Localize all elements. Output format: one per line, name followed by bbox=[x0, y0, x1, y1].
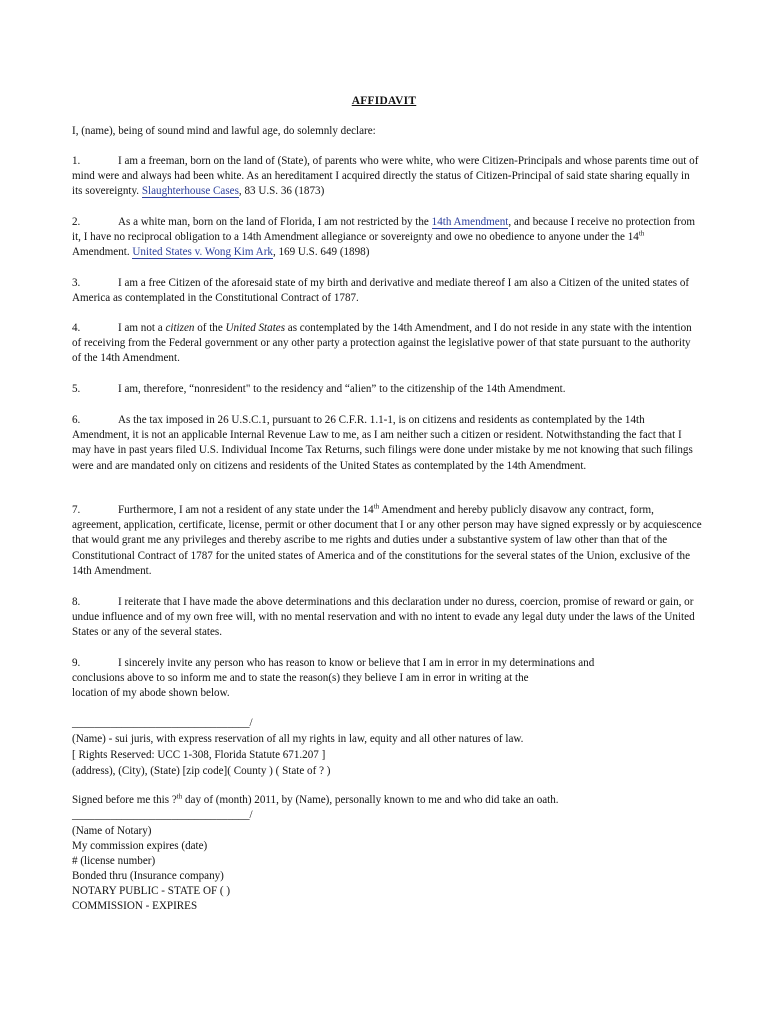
paragraph-7: 7. Furthermore, I am not a resident of any state under the 14th Amendment and hereby publicly disavow any contract, form, agreement, application, certificate, license, permit or other document that I or any other person may have signed expressly or by acquiescence that would grant me any privileges and thereby ascribe to me rights and duties under a substantive system of law other than that of the Constitutional Contract of 1787 for the united states of America and of the constitutions for the several states of the Union, exclusive of the 14th Amendment. bbox=[72, 502, 702, 577]
notary-name: (Name of Notary) bbox=[72, 825, 152, 837]
intro-statement: I, (name), being of sound mind and lawful age, do solemnly declare: bbox=[72, 125, 376, 137]
14th-amendment-link[interactable]: 14th Amendment bbox=[431, 216, 509, 228]
paragraph-number: 8. bbox=[72, 596, 81, 608]
notary-commission: My commission expires (date) bbox=[72, 840, 208, 852]
rights-reserved: [ Rights Reserved: UCC 1-308, Florida Statute 671.207 ] bbox=[72, 749, 326, 761]
document-page: AFFIDAVIT I, (name), being of sound mind and lawful age, do solemnly declare: 1. I am a freeman, born on the land of (State), of parents who were white, who were Citizen-Principals and whose parents time out of mind were and always had been white. As an hereditament I acquired directly the status of Citizen-Principal of said state sharing equally in its sovereignty. Slaughterhouse Cases, 83 U.S. 36 (1873) 2. As a white man, born on the land of Florida, I am not restricted by the 14th Amendment, and because I receive no protection from it, I have no reciprocal obligation to a 14th Amendment allegiance or sovereignty and owe no obedience to anyone under the 14th Amendment. United States v. Wong Kim Ark, 169 U.S. 649 (1898) 3. I am a free Citizen of the aforesaid state of my birth and derivative and mediate thereof I am also a Citizen of the united states of America as contemplated in the Constitutional Contract of 1787. 4. I am not a citizen of the United States as contemplated by the 14th Amendment, and I do not reside in any state with the intention of receiving from the Federal government or any other party a protection against the legislative power of that state pursuant to the authority of the 14th Amendment. 5. I am, therefore, “nonresident" to the residency and “alien” to the citizenship of the 14th Amendment. 6. As the tax imposed in 26 U.S.C.1, pursuant to 26 C.F.R. 1.1-1, is on citizens and residents as contemplated by the 14th Amendment, it is not an applicable Internal Revenue Law to me, as I am neither such a citizen or resident. Notwithstanding the fact that I may have in past years filed U.S. Individual Income Tax Returns, such filings were done under mistake by me not knowing that such filings were and are mandated only on citizens and residents of the United States as contemplated by the 14th Amendment. 7. Furthermore, I am not a resident of any state under the 14th Amendment and hereby publicly disavow any contract, form, agreement, application, certificate, license, permit or other document that I or any other person may have signed expressly or by acquiescence that would grant me any privileges and thereby ascribe to me rights and duties under a substantive system of law other than that of the Constitutional Contract of 1787 for the united states of America and of the constitutions for the several states of the Union, exclusive of the 14th Amendment. 8. I reiterate that I have made the above determinations and this declaration under no duress, coercion, promise of reward or gain, or undue influence and of my own free will, with no mental reservation and with no intent to evade any legal duty under the laws of the United States or any of the several states. 9. I sincerely invite any person who has reason to know or believe that I am in error in my determinations and conclusions above to so inform me and to state the reason(s) they believe I am in error in writing at the location of my abode shown below. ________________________________/ (Name) - sui juris, with express reservation of all my rights in law, equity and all other natures of law. [ Rights Reserved: UCC 1-308, Florida Statute 671.207 ] (address), (City), (State) [zip code]( County ) ( State of ? ) Signed before me this ?$^{th}$ day of (month) 2011, by (Name), personally known to me and who did take an oath. ________________________________/ (Name of Notary) My commission expires (date) # (license number) Bonded thru (Insurance company) NOTARY PUBLIC - STATE OF ( ) COMMISSION - EXPIRES bbox=[0, 0, 768, 1024]
notary-license: # (license number) bbox=[72, 855, 156, 867]
notary-bonded: Bonded thru (Insurance company) bbox=[72, 870, 224, 882]
paragraph-4: 4. I am not a citizen of the United States as contemplated by the 14th Amendment, and I do not reside in any state with the intention of receiving from the Federal government or any other party a protection against the legislative power of that state pursuant to the authority of the 14th Amendment. bbox=[72, 322, 692, 365]
paragraph-number: 6. bbox=[72, 414, 81, 426]
paragraph-8: 8. I reiterate that I have made the above determinations and this declaration under no duress, coercion, promise of reward or gain, or undue influence and of my own free will, with no mental reservation and with no intent to evade any legal duty under the laws of the United States or any of the several states. bbox=[72, 596, 695, 639]
signature-line[interactable]: ________________________________/ bbox=[72, 717, 253, 729]
paragraph-number: 3. bbox=[72, 277, 81, 289]
paragraph-number: 4. bbox=[72, 322, 81, 334]
paragraph-1: 1. I am a freeman, born on the land of (State), of parents who were white, who were Citizen-Principals and whose parents time out of mind were and always had been white. As an hereditament I acquired directly the status of Citizen-Principal of said state sharing equally in its sovereignty. Slaughterhouse Cases, 83 U.S. 36 (1873) bbox=[72, 155, 699, 198]
paragraph-6: 6. As the tax imposed in 26 U.S.C.1, pursuant to 26 C.F.R. 1.1-1, is on citizens and residents as contemplated by the 14th Amendment, it is not an applicable Internal Revenue Law to me, as I am neither such a citizen or resident. Notwithstanding the fact that I may have in past years filed U.S. Individual Income Tax Returns, such filings were done under mistake by me not knowing that such filings were and are mandated only on citizens and residents of the United States as contemplated by the 14th Amendment. bbox=[72, 414, 693, 472]
wong-kim-ark-link[interactable]: United States v. Wong Kim Ark bbox=[132, 246, 273, 259]
paragraph-number: 7. bbox=[72, 504, 81, 516]
paragraph-number: 5. bbox=[72, 383, 81, 395]
document-title: AFFIDAVIT bbox=[351, 95, 417, 107]
signer-name: (Name) - sui juris, with express reservation of all my rights in law, equity and all other natures of law. bbox=[72, 733, 524, 745]
paragraph-number: 2. bbox=[72, 216, 81, 228]
signer-address: (address), (City), (State) [zip code]( County ) ( State of ? ) bbox=[72, 765, 331, 777]
paragraph-5: 5. I am, therefore, “nonresident" to the residency and “alien” to the citizenship of the 14th Amendment. bbox=[72, 382, 702, 397]
paragraph-3: 3. I am a free Citizen of the aforesaid state of my birth and derivative and mediate thereof I am also a Citizen of the united states of America as contemplated in the Constitutional Contract of 1787. bbox=[72, 277, 690, 305]
paragraph-number: 1. bbox=[72, 155, 81, 167]
notary-statement: Signed before me this ?$^{th}$ day of (month) 2011, by (Name), personally known to me and who did take an oath. bbox=[72, 792, 559, 806]
paragraph-number: 9. bbox=[72, 657, 81, 669]
paragraph-2: 2. As a white man, born on the land of Florida, I am not restricted by the 14th Amendment, and because I receive no protection from it, I have no reciprocal obligation to a 14th Amendment allegiance or sovereignty and owe no obedience to anyone under the 14th Amendment. United States v. Wong Kim Ark, 169 U.S. 649 (1898) bbox=[72, 216, 696, 259]
notary-state: NOTARY PUBLIC - STATE OF ( ) bbox=[72, 885, 231, 897]
notary-signature-line[interactable]: ________________________________/ bbox=[72, 809, 253, 821]
notary-expires: COMMISSION - EXPIRES bbox=[72, 900, 198, 912]
slaughterhouse-cases-link[interactable]: Slaughterhouse Cases bbox=[141, 185, 239, 198]
